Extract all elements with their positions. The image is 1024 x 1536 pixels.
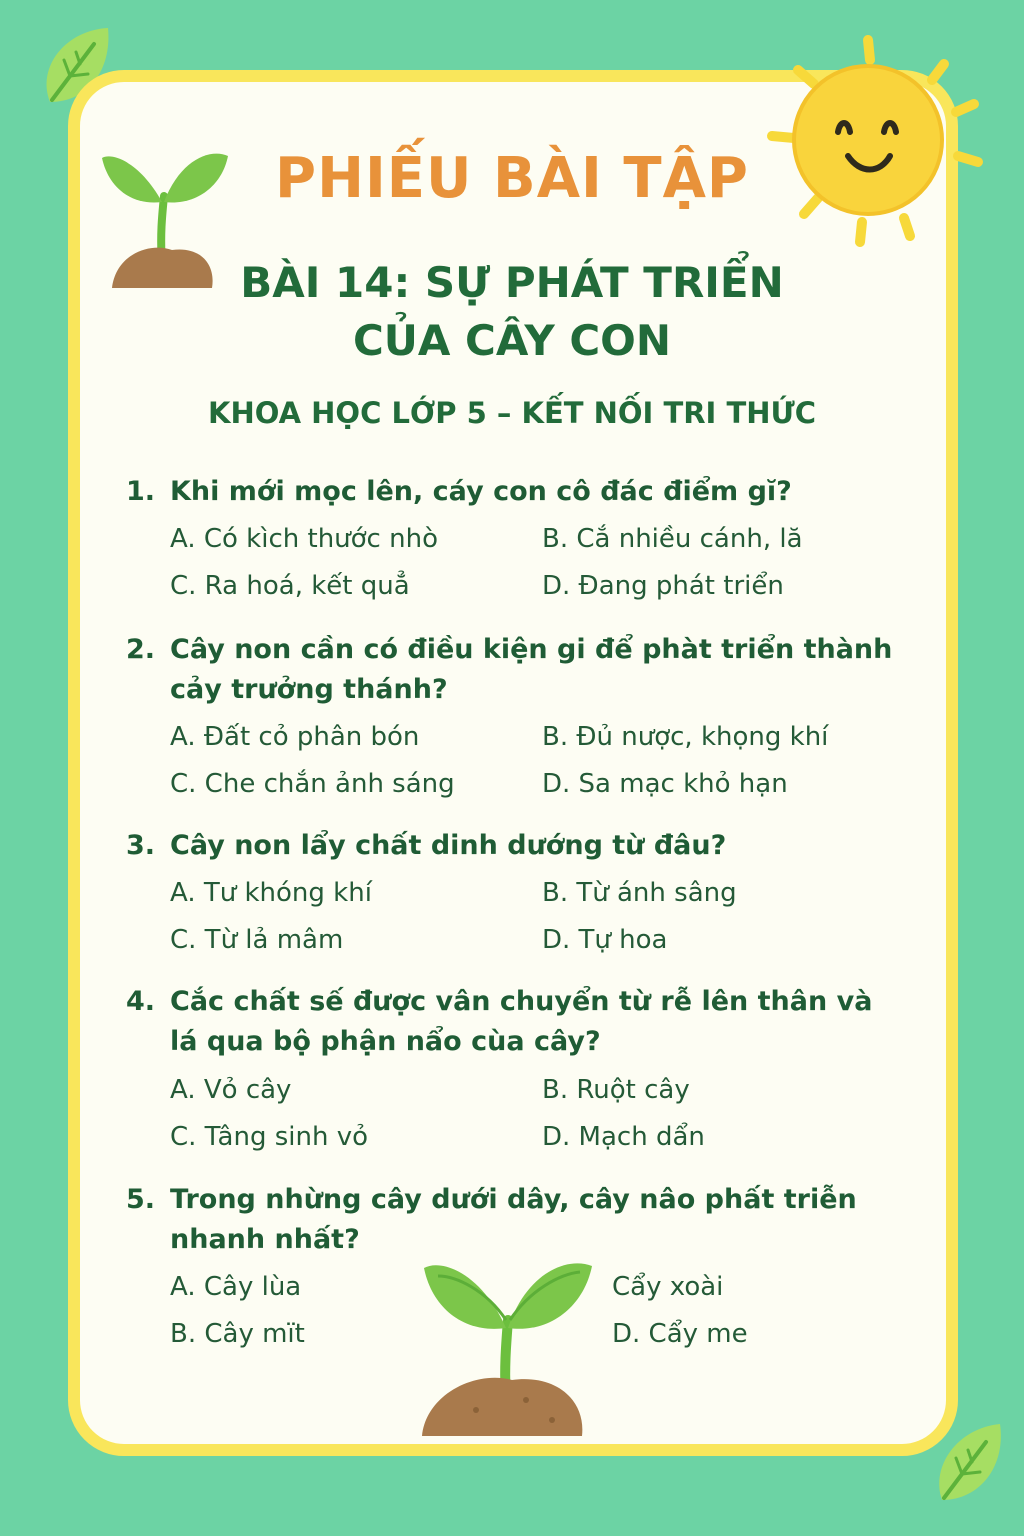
option-1c[interactable]: C. Ra hoá, kết quẳ [170,571,410,601]
question-number: 5. [126,1184,156,1215]
question-number: 2. [126,634,156,665]
option-2b[interactable]: B. Đủ nược, khọng khí [542,722,829,752]
question-number: 4. [126,986,156,1017]
option-1b[interactable]: B. Cắ nhiều cánh, lă [542,524,803,554]
question-2 [126,630,906,710]
option-2a[interactable]: A. Đất cỏ phân bón [170,722,420,752]
option-1d[interactable]: D. Đang phát triển [542,571,784,601]
question-label: Cây non cần có điều kiện gi để phàt triển thành cảy trưởng thánh? [170,634,893,705]
question-text [126,826,906,866]
question-text [126,472,906,512]
lesson-title [0,254,1024,370]
option-3c[interactable]: C. Từ lả mâm [170,925,344,955]
question-number: 3. [126,830,156,861]
option-3d[interactable]: D. Tự hoa [542,925,668,955]
question-3 [126,826,906,866]
question-text [126,630,906,710]
lesson-title-line1: BÀI 14: SỰ PHÁT TRIỂN [240,258,784,307]
option-5c[interactable]: Cẩy xoài [612,1272,724,1302]
option-3a[interactable]: A. Tư khóng khí [170,878,372,908]
option-4d[interactable]: D. Mạch dẩn [542,1122,705,1152]
option-4a[interactable]: A. Vỏ cây [170,1075,292,1105]
option-4b[interactable]: B. Ruột cây [542,1075,690,1105]
sun-icon [764,34,1004,254]
question-number: 1. [126,476,156,507]
question-label: Cây non lẩy chất dinh dướng từ đâu? [170,830,727,861]
question-1 [126,472,906,512]
page-title: PHIẾU BÀI TẬP [275,146,749,211]
question-4 [126,982,906,1062]
option-3b[interactable]: B. Từ ánh sâng [542,878,737,908]
question-label: Trong nhừng cây dưới dây, cây nâo phất triễn nhanh nhất? [170,1184,857,1255]
option-2c[interactable]: C. Che chắn ảnh sáng [170,769,455,799]
option-4c[interactable]: C. Tâng sinh vỏ [170,1122,368,1152]
subtitle: KHOA HỌC LỚP 5 – KẾT NỐI TRI THỨC [207,396,817,430]
option-5a[interactable]: A. Cây lùa [170,1272,302,1302]
option-2d[interactable]: D. Sa mạc khỏ hạn [542,769,788,799]
sprout-icon [416,1250,596,1440]
option-5b[interactable]: B. Cây mït [170,1319,305,1349]
lesson-title-line2: CỦA CÂY CON [352,316,672,365]
question-label: Cắc chất sế được vân chuyển từ rễ lên thân và lá qua bộ phận nẩo cùa cây? [170,986,873,1057]
question-text [126,982,906,1062]
option-1a[interactable]: A. Có kìch thước nhò [170,524,438,554]
question-label: Khi mới mọc lên, cáy con cô đác điểm gĭ? [170,476,792,507]
question-text [126,1180,906,1260]
option-5d[interactable]: D. Cẩy me [612,1319,748,1349]
question-5 [126,1180,906,1260]
